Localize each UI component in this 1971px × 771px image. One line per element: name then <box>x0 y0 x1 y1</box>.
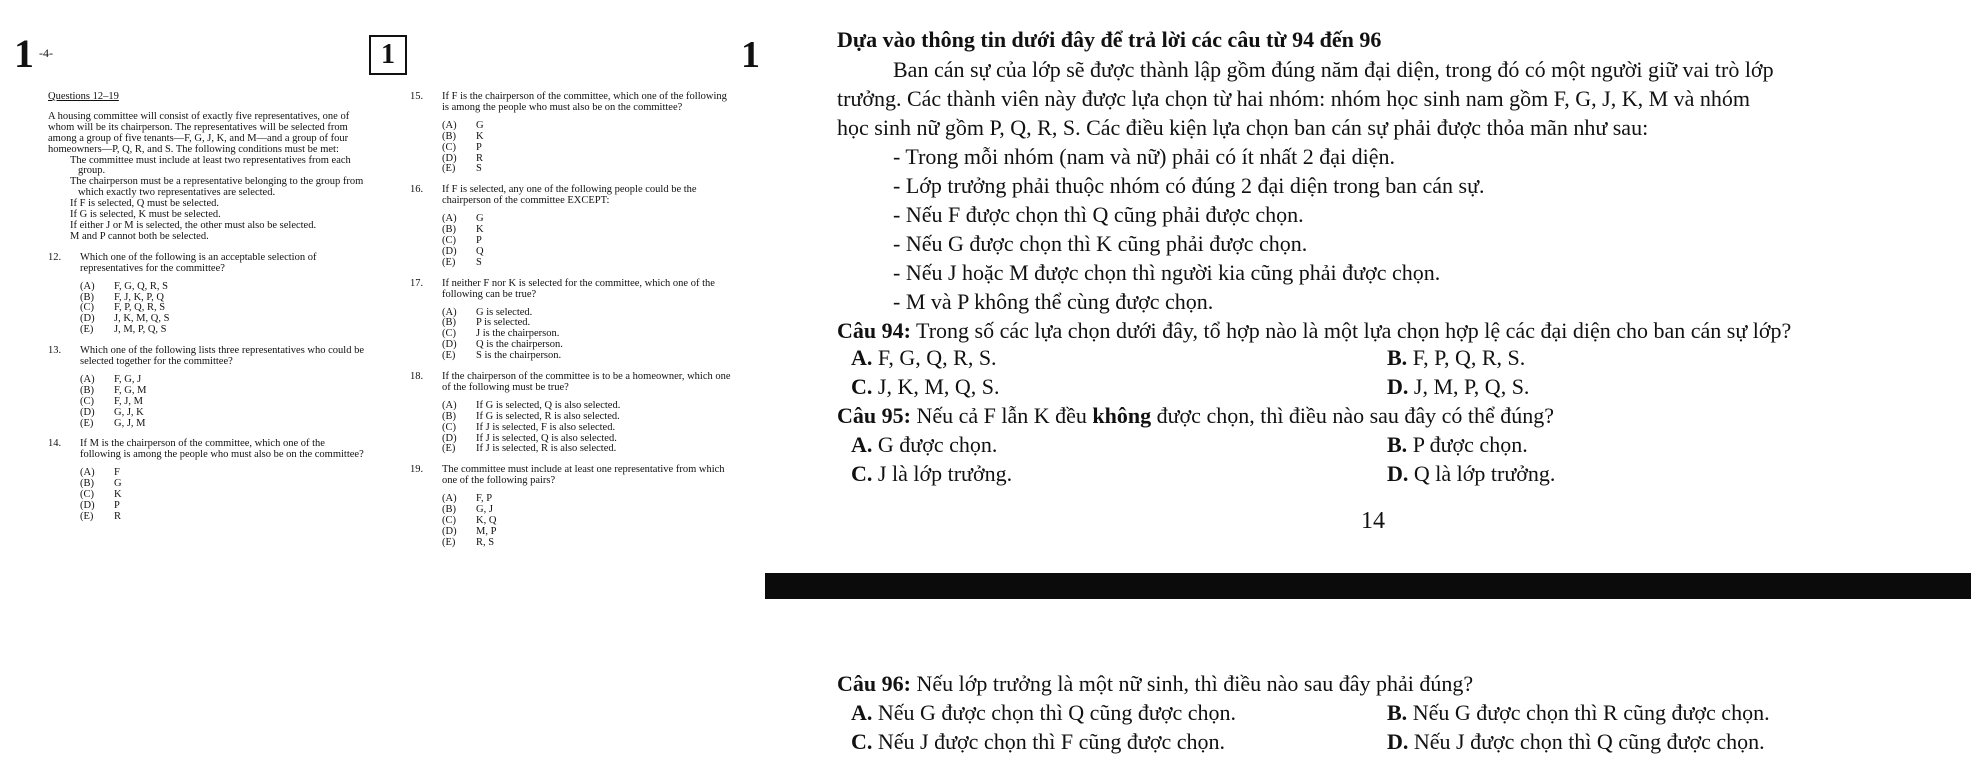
option-letter: (E) <box>80 417 94 429</box>
option-letter: (C) <box>80 489 94 501</box>
question-stem <box>48 253 368 275</box>
option-letter: (B) <box>442 130 456 142</box>
option-letter: (A) <box>442 306 457 318</box>
q95-option-d <box>1387 461 1555 487</box>
option-letter: (E) <box>80 324 94 336</box>
option-letter: (C) <box>442 141 456 153</box>
option-text: Nếu G được chọn thì Q cũng được chọn. <box>872 700 1236 725</box>
option-letter: (D) <box>80 313 95 325</box>
answer-options <box>80 282 368 337</box>
option-text: G is selected. <box>476 306 533 318</box>
option-text: If J is selected, R is also selected. <box>476 443 617 455</box>
option-text: K <box>476 130 484 142</box>
option-letter: D. <box>1387 461 1409 486</box>
option-text: R <box>114 510 122 522</box>
questions-heading: Questions 12–19 <box>48 91 119 102</box>
question-96-text: Nếu lớp trưởng là một nữ sinh, thì điều nào sau đây phải đúng? <box>910 671 1474 696</box>
option-letter: (B) <box>442 504 456 516</box>
question-95-text: Nếu cả F lẫn K đều <box>910 403 1093 428</box>
option-letter: (B) <box>442 410 456 422</box>
page-reference: -4- <box>39 46 53 60</box>
section-number: 1 <box>14 31 34 76</box>
option-text: F, J, M <box>114 395 143 407</box>
option-text: J, M, P, Q, S <box>114 324 167 336</box>
option-text: F, P, Q, R, S. <box>1407 345 1526 370</box>
question-list-col2 <box>410 92 732 549</box>
question-number: 12. <box>48 251 62 263</box>
option-text: G, J, M <box>114 417 146 429</box>
q95-option-c <box>851 461 1012 487</box>
option-text: F <box>114 467 120 479</box>
option-letter: B. <box>1387 432 1408 457</box>
page-number: 14 <box>1361 508 1385 534</box>
option-letter: (C) <box>442 234 456 246</box>
option-letter: (C) <box>442 328 456 340</box>
section-number: 1 <box>741 34 760 76</box>
option-text: R, S <box>476 536 495 548</box>
option-letter: A. <box>851 345 873 370</box>
condition-3: - Nếu F được chọn thì Q cũng phải được chọn. <box>893 202 1304 227</box>
answer-option <box>80 501 368 512</box>
option-text: If J is selected, F is also selected. <box>476 421 616 433</box>
option-letter: (A) <box>442 399 457 411</box>
option-text: F, G, M <box>114 384 147 396</box>
question-number: 17. <box>410 277 424 289</box>
q95-option-b <box>1387 432 1528 458</box>
option-letter: (B) <box>442 224 456 236</box>
option-text: Nếu J được chọn thì Q cũng được chọn. <box>1408 729 1765 754</box>
option-text: P <box>476 141 482 153</box>
condition-1: - Trong mỗi nhóm (nam và nữ) phải có ít nhất 2 đại diện. <box>893 144 1395 169</box>
option-text: Nếu G được chọn thì R cũng được chọn. <box>1407 700 1770 725</box>
option-text: P <box>114 500 120 511</box>
option-text: G, J <box>476 504 493 516</box>
question-96 <box>837 671 1473 697</box>
answer-option <box>80 325 368 336</box>
question-95-text-end: được chọn, thì điều nào sau đây có thể đúng? <box>1151 403 1555 428</box>
option-letter: (D) <box>80 500 95 511</box>
condition-2: - Lớp trưởng phải thuộc nhóm có đúng 2 đại diện trong ban cán sự. <box>893 173 1485 198</box>
answer-option <box>80 512 368 523</box>
answer-option <box>442 258 732 269</box>
option-text: J, K, M, Q, S. <box>872 374 1000 399</box>
question-block <box>410 92 732 175</box>
question-95-emphasis: không <box>1092 403 1152 428</box>
condition-item: The chairperson must be a representative belonging to the group from which exactly two representatives are selected. <box>70 176 364 199</box>
option-text: K, Q <box>476 515 497 526</box>
answer-option <box>442 164 732 175</box>
question-text: If the chairperson of the committee is to be a homeowner, which one of the following must be true? <box>442 371 731 393</box>
answer-options <box>80 468 368 523</box>
option-letter: (B) <box>80 384 94 396</box>
option-text: K <box>114 489 122 501</box>
option-letter: (E) <box>442 350 456 362</box>
passage-column-1 <box>48 92 368 523</box>
condition-item: The committee must include at least two representatives from each group. <box>70 154 351 177</box>
question-number: 15. <box>410 91 424 102</box>
option-letter: C. <box>851 729 873 754</box>
question-96-label: Câu 96: <box>837 671 911 696</box>
question-block <box>410 465 732 548</box>
passage-column-2 <box>410 92 732 549</box>
q96-option-a <box>851 700 1236 726</box>
option-letter: (A) <box>80 280 95 292</box>
question-text: If M is the chairperson of the committee, which one of the following is among the people who must also be on the committee? <box>80 438 364 461</box>
question-block <box>48 253 368 336</box>
option-text: J là lớp trưởng. <box>872 461 1013 486</box>
question-number: 18. <box>410 371 424 383</box>
question-stem <box>410 372 732 394</box>
question-94 <box>837 318 1791 344</box>
option-text: J, M, P, Q, S. <box>1408 374 1530 399</box>
question-number: 19. <box>410 464 424 476</box>
option-text: If G is selected, Q is also selected. <box>476 399 621 411</box>
question-94-text: Trong số các lựa chọn dưới đây, tổ hợp nào là một lựa chọn hợp lệ các đại diện cho ban cán sự lớp? <box>910 318 1792 343</box>
answer-option <box>442 154 732 165</box>
question-stem <box>410 465 732 487</box>
option-letter: (C) <box>442 421 456 433</box>
option-text: P <box>476 234 482 246</box>
section-box-number: 1 <box>369 35 407 75</box>
option-letter: (E) <box>442 256 456 268</box>
option-text: F, G, Q, R, S <box>114 280 169 292</box>
option-letter: C. <box>851 461 873 486</box>
option-text: Q <box>476 245 484 257</box>
answer-option <box>80 468 368 479</box>
option-letter: (D) <box>442 525 457 537</box>
question-stem <box>410 92 732 114</box>
question-number: 16. <box>410 184 424 196</box>
question-text: Which one of the following is an acceptable selection of representatives for the committee? <box>80 251 317 274</box>
q95-option-a <box>851 432 997 458</box>
answer-option <box>442 351 732 362</box>
option-letter: (C) <box>80 302 94 314</box>
option-letter: (A) <box>442 213 457 225</box>
question-block <box>48 346 368 429</box>
condition-item: If either J or M is selected, the other must also be selected. <box>70 219 317 231</box>
option-text: J is the chairperson. <box>476 328 560 340</box>
condition-5: - Nếu J hoặc M được chọn thì người kia cũng phải được chọn. <box>893 260 1441 285</box>
option-text: Q là lớp trưởng. <box>1408 461 1556 486</box>
answer-option <box>442 214 732 225</box>
option-letter: (E) <box>442 163 456 175</box>
q96-option-d <box>1387 729 1765 755</box>
question-text: If F is the chairperson of the committee, which one of the following is among the people who must also be on the committee? <box>442 91 727 113</box>
answer-options <box>442 121 732 176</box>
question-block <box>410 185 732 268</box>
option-letter: (B) <box>442 317 456 329</box>
option-text: G được chọn. <box>872 432 998 457</box>
answer-option <box>442 132 732 143</box>
option-text: F, P, Q, R, S <box>114 302 166 314</box>
option-text: K <box>476 224 484 236</box>
option-letter: (A) <box>80 373 95 385</box>
question-95-label: Câu 95: <box>837 403 911 428</box>
answer-option <box>80 479 368 490</box>
option-letter: C. <box>851 374 873 399</box>
option-letter: B. <box>1387 345 1408 370</box>
question-stem <box>410 279 732 301</box>
option-text: If G is selected, R is also selected. <box>476 410 620 422</box>
q94-option-a <box>851 345 997 371</box>
passage-line-1: Ban cán sự của lớp sẽ được thành lập gồm đúng năm đại diện, trong đó có một người giữ vai trò lớp <box>893 57 1774 82</box>
question-list-col1 <box>48 253 368 523</box>
option-text: G <box>114 478 122 490</box>
option-text: S <box>476 256 482 268</box>
option-letter: (B) <box>80 478 94 490</box>
answer-option <box>442 121 732 132</box>
passage-line-2: trưởng. Các thành viên này được lựa chọn từ hai nhóm: nhóm học sinh nam gồm F, G, J, K, M và nhóm <box>837 86 1751 111</box>
question-number: 14. <box>48 438 62 450</box>
page-separator-bar <box>765 573 1971 599</box>
question-text: The committee must include at least one representative from which one of the following pairs? <box>442 464 725 487</box>
question-number: 13. <box>48 345 62 357</box>
option-text: R <box>476 152 484 164</box>
q96-option-c <box>851 729 1225 755</box>
answer-option <box>442 247 732 258</box>
option-letter: (C) <box>80 395 94 407</box>
option-text: F, J, K, P, Q <box>114 291 164 303</box>
condition-item: M and P cannot both be selected. <box>70 230 209 242</box>
q94-option-c <box>851 374 1000 400</box>
question-stem <box>48 439 368 461</box>
option-text: S <box>476 163 482 175</box>
option-letter: A. <box>851 432 873 457</box>
q96-option-b <box>1387 700 1770 726</box>
option-letter: (E) <box>442 443 456 455</box>
option-letter: (E) <box>442 536 456 548</box>
answer-option <box>442 423 732 434</box>
option-letter: (A) <box>442 119 457 131</box>
vietnamese-test-page <box>741 0 1971 771</box>
option-text: Q is the chairperson. <box>476 339 563 351</box>
option-text: S is the chairperson. <box>476 350 562 362</box>
option-text: G, J, K <box>114 406 144 418</box>
answer-option <box>442 444 732 455</box>
option-letter: (A) <box>442 493 457 505</box>
passage-line-3: học sinh nữ gồm P, Q, R, S. Các điều kiện lựa chọn ban cán sự phải được thỏa mãn như sau: <box>837 115 1649 140</box>
option-text: Nếu J được chọn thì F cũng được chọn. <box>872 729 1226 754</box>
option-letter: (D) <box>442 245 457 257</box>
q94-option-b <box>1387 345 1525 371</box>
instruction-title: Dựa vào thông tin dưới đây để trả lời các câu từ 94 đến 96 <box>837 27 1382 52</box>
passage-conditions <box>48 156 368 243</box>
option-text: J, K, M, Q, S <box>114 313 170 325</box>
condition-4: - Nếu G được chọn thì K cũng phải được chọn. <box>893 231 1308 256</box>
answer-option <box>442 538 732 549</box>
question-text: Which one of the following lists three representatives who could be selected together for the committee? <box>80 345 365 368</box>
english-test-page <box>0 0 760 771</box>
question-94-label: Câu 94: <box>837 318 911 343</box>
question-text: If neither F nor K is selected for the committee, which one of the following can be true? <box>442 277 715 300</box>
answer-option <box>80 282 368 293</box>
option-letter: (A) <box>80 467 95 479</box>
answer-options <box>80 375 368 430</box>
option-text: P được chọn. <box>1407 432 1528 457</box>
option-text: F, G, J <box>114 373 142 385</box>
option-text: If J is selected, Q is also selected. <box>476 432 617 444</box>
option-text: G <box>476 119 484 131</box>
option-text: P is selected. <box>476 317 531 329</box>
question-block <box>48 439 368 522</box>
condition-item: If G is selected, K must be selected. <box>70 209 221 221</box>
answer-option <box>442 225 732 236</box>
condition-6: - M và P không thể cùng được chọn. <box>893 289 1214 314</box>
option-letter: (D) <box>80 406 95 418</box>
option-letter: (D) <box>442 339 457 351</box>
answer-option <box>80 419 368 430</box>
option-text: F, G, Q, R, S. <box>872 345 997 370</box>
option-letter: (C) <box>442 515 456 526</box>
answer-option <box>442 143 732 154</box>
answer-options <box>442 308 732 363</box>
answer-option <box>80 408 368 419</box>
question-stem <box>410 185 732 207</box>
question-block <box>410 372 732 455</box>
passage-intro: A housing committee will consist of exactly five representatives, one of whom will be its chairperson. The representatives will be selected from among a group of five tenants—F, G, J, K, and M—and a group of four homeowners—P, Q, R, and S. The following conditions must be met: <box>48 110 350 155</box>
answer-option <box>442 236 732 247</box>
answer-options <box>442 401 732 456</box>
answer-options <box>442 214 732 269</box>
option-letter: (B) <box>80 291 94 303</box>
answer-option <box>80 490 368 501</box>
option-text: M, P <box>476 525 497 537</box>
condition-item: If F is selected, Q must be selected. <box>70 198 219 210</box>
option-letter: D. <box>1387 374 1409 399</box>
option-letter: D. <box>1387 729 1409 754</box>
question-text: If F is selected, any one of the following people could be the chairperson of the committee EXCEPT: <box>442 184 697 207</box>
option-text: G <box>476 213 484 225</box>
option-letter: A. <box>851 700 873 725</box>
question-95 <box>837 403 1554 429</box>
answer-options <box>442 494 732 549</box>
option-text: F, P <box>476 493 493 505</box>
option-letter: B. <box>1387 700 1408 725</box>
option-letter: (D) <box>442 432 457 444</box>
question-stem <box>48 346 368 368</box>
question-block <box>410 279 732 362</box>
option-letter: (D) <box>442 152 457 164</box>
q94-option-d <box>1387 374 1529 400</box>
option-letter: (E) <box>80 510 94 522</box>
